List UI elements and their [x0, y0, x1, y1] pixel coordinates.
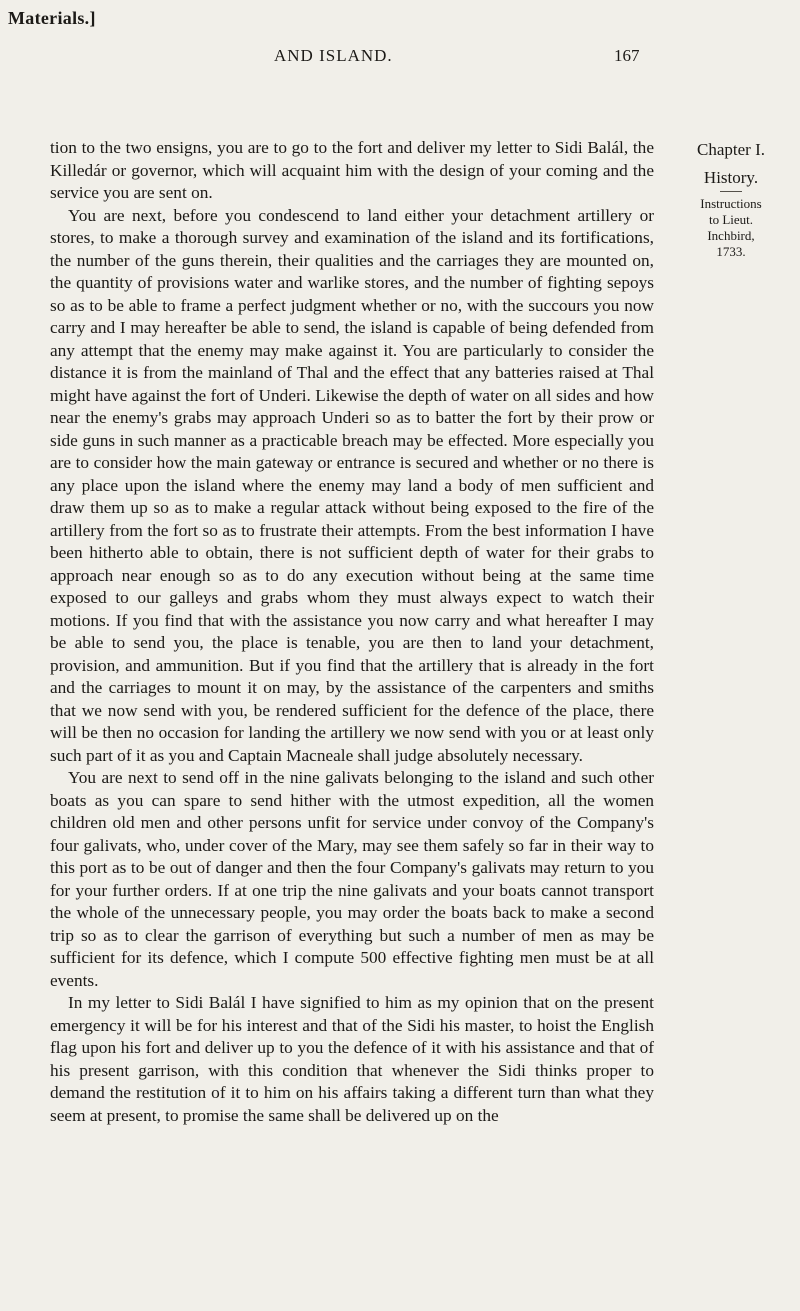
margin-note-line-2: to Lieut.: [708, 212, 754, 227]
margin-note-history: History.: [703, 168, 759, 187]
paragraph-1: tion to the two ensigns, you are to go to the fort and deliver my letter to Sidi Balál, the Killedár or governor, which will acquaint him with the design of your coming and the service you are sent on.: [50, 138, 654, 202]
margin-note-line-1: Instructions: [700, 196, 762, 211]
margin-note-chapter: Chapter I.: [697, 140, 765, 159]
running-title: AND ISLAND.: [274, 46, 393, 65]
margin-note: [666, 139, 796, 260]
page-number: 167: [614, 46, 640, 65]
paragraph-4: In my letter to Sidi Balál I have signified to him as my opinion that on the present emergency it will be for his interest and that of the Sidi his master, to hoist the English flag upon his fort and deliver up to you the defence of it with his assistance and that of his present garrison, with this condition that whenever the Sidi thinks proper to demand the restitution of it to him on his affairs taking a different turn than what they seem at present, to promise the same shall be delivered up on the: [50, 993, 654, 1125]
margin-note-line-4: 1733.: [716, 244, 746, 259]
paragraph-2: You are next, before you condescend to land either your detachment artillery or stores, to make a thorough survey and examination of the island and its fortifications, the number of the guns therein, their qualities and the carriages they are mounted on, the quantity of provisions water and warlike stores, and the number of fighting sepoys so as to be able to frame a perfect judgment whether or no, with the succours you now carry and I may hereafter be able to send, the island is capable of being defended from any attempt that the enemy may make against it. You are particularly to consider the distance it is from the mainland of Thal and the effect that any batteries raised at Thal might have against the fort of Underi. Likewise the depth of water on all sides and how near the enemy's grabs may approach Underi so as to batter the fort by their prow or side guns in such manner as a practicable breach may be effected. More especially you are to consider how the main gateway or entrance is secured and whether or no there is any place upon the island where the enemy may land a body of men sufficient and draw them up so as to make a regular attack without being exposed to the fire of the artillery from the fort so as to frustrate their attempts. From the best information I have been hitherto able to obtain, there is not sufficient depth of water for their grabs to approach near enough so as to do any execution without being at the same time exposed to our galleys and grabs whom they must always expect to watch their motions. If you find that with the assistance you now carry and what hereafter I may be able to send you, the place is tenable, you are then to land your detachment, provision, and ammunition. But if you find that the artillery that is already in the fort and the carriages to mount it on may, by the assistance of the carpenters and smiths that we now send with you, be rendered sufficient for the defence of the place, there will be then no occasion for landing the artillery we now send with you or at least only such part of it as you and Captain Macneale shall judge absolutely necessary.: [50, 205, 654, 765]
running-section-header: Materials.]: [8, 8, 96, 28]
margin-note-line-3: Inchbird,: [707, 228, 755, 243]
paragraph-3: You are next to send off in the nine galivats belonging to the island and such other boats as you can spare to send hither with the utmost expedition, all the women children old men and other persons unfit for service under convoy of the Company's four galivats, who, under cover of the Mary, may see them safely so far in their way to this port as to be out of danger and then the four Company's galivats may return to you for your further orders. If at one trip the nine galivats and your boats cannot transport the whole of the unnecessary people, you may order the boats back to make a second trip so as to clear the garrison of everything but such a number of men as may be sufficient for its defence, which I compute 500 effective fighting men must be at all events.: [50, 768, 654, 990]
body-text: [50, 137, 654, 1127]
margin-note-divider: [720, 191, 742, 192]
